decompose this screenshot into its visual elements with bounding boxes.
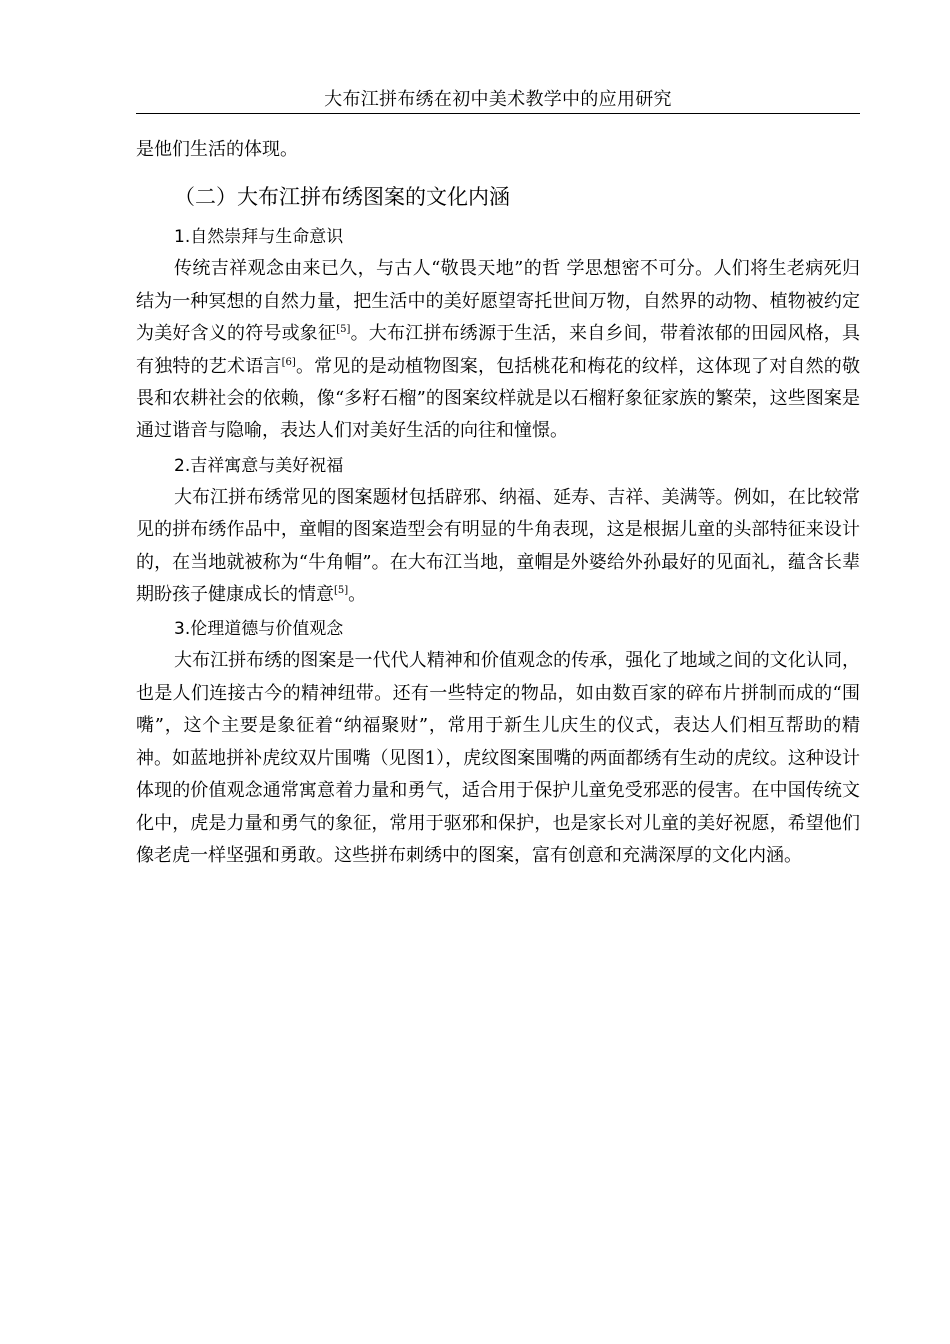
citation-ref: [5]	[336, 324, 351, 336]
citation-ref: [6]	[281, 356, 296, 368]
paragraph-text: 大布江拼布绣常见的图案题材包括辟邪、纳福、延寿、吉祥、美满等。例如，在比较常见的拼布绣作品中，童帽的图案造型会有明显的牛角表现，这是根据儿童的头部特征来设计的，在当地就被称为“牛角帽”。在大布江当地，童帽是外婆给外孙最好的见面礼，蕴含长辈期盼孩子健康成长的情意	[136, 486, 860, 606]
subsection-heading-1: 1.自然崇拜与生命意识	[174, 227, 344, 248]
subsection-heading-2: 2.吉祥寓意与美好祝福	[174, 455, 344, 476]
paragraph-text: 。	[348, 584, 367, 606]
paragraph-text: 。常见的是动植物图案，包括桃花和梅花的纹样，这体现了对自然的敬畏和农耕社会的依赖，像“多籽石榴”的图案纹样就是以石榴籽象征家族的繁荣，这些图案是通过谐音与隐喻，表达人们对美好生活的向往和憧憬。	[136, 355, 861, 442]
opening-line: 是他们生活的体现。	[136, 139, 298, 160]
subsection-1-paragraph	[136, 253, 860, 447]
header-rule	[136, 113, 860, 114]
running-header: 大布江拼布绣在初中美术教学中的应用研究	[324, 89, 672, 110]
citation-ref: [5]	[334, 585, 349, 597]
section-heading: （二）大布江拼布绣图案的文化内涵	[174, 185, 510, 210]
subsection-heading-3: 3.伦理道德与价值观念	[174, 619, 344, 640]
paragraph-text: 传统吉祥观念由来已久，与古人“敬畏天地”的哲 学思想密不可分。人们将生老病死归结为一种冥想的自然力量，把生活中的美好愿望寄托世间万物，自然界的动物、植物被约定为美好含义的符号或象征	[136, 258, 860, 345]
subsection-2-paragraph	[136, 482, 860, 612]
paragraph-text: 。大布江拼布绣源于生活，来自乡间，带着浓郁的田园风格，具有独特的艺术语言	[136, 323, 861, 377]
page-body	[136, 134, 860, 872]
paragraph-text: 大布江拼布绣的图案是一代代人精神和价值观念的传承，强化了地域之间的文化认同，也是人们连接古今的精神纽带。还有一些特定的物品，如由数百家的碎布片拼制而成的“围嘴”，这个主要是象征着“纳福聚财”，常用于新生儿庆生的仪式，表达人们相互帮助的精神。如蓝地拼补虎纹双片围嘴（见图1），虎纹图案围嘴的两面都绣有生动的虎纹。这种设计体现的价值观念通常寓意着力量和勇气，适合用于保护儿童免受邪恶的侵害。在中国传统文化中，虎是力量和勇气的象征，常用于驱邪和保护，也是家长对儿童的美好祝愿，希望他们像老虎一样坚强和勇敢。这些拼布刺绣中的图案，富有创意和充满深厚的文化内涵。	[136, 650, 860, 866]
subsection-3-paragraph	[136, 645, 860, 872]
